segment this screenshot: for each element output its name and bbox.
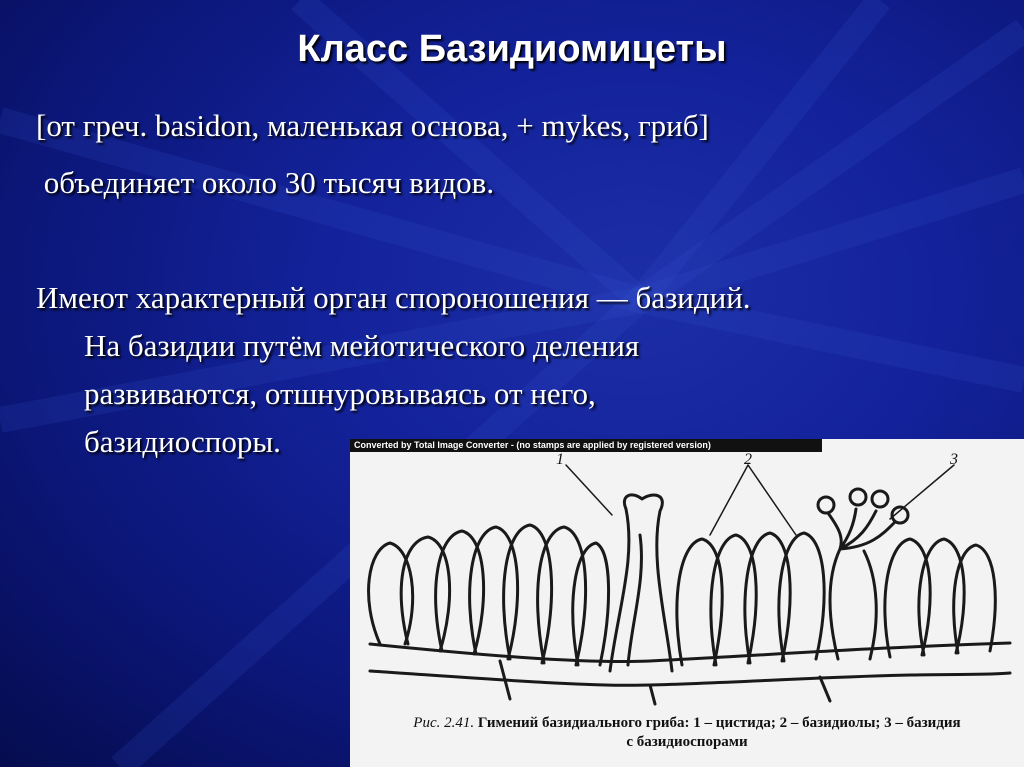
converter-banner: Converted by Total Image Converter - (no stamps are applied by registered version) <box>350 439 822 452</box>
species-count-line: объединяет около 30 тысяч видов. <box>36 165 495 200</box>
label-1: 1 <box>556 451 564 468</box>
figure-caption <box>350 714 1024 752</box>
figure-number: Рис. 2.41. <box>413 715 475 731</box>
paragraph-line-1: Имеют характерный орган спороношения — базидий. <box>36 280 751 315</box>
label-2: 2 <box>744 451 752 468</box>
caption-line-1: Гимений базидиального гриба: 1 – цистида; 2 – базидиолы; 3 – базидия <box>474 715 961 731</box>
paragraph-line-3: развиваются, отшнуровываясь от него, <box>84 376 596 411</box>
hymenium-drawing <box>350 439 1024 714</box>
etymology-line: [от греч. basidon, маленькая основа, + mykes, гриб] <box>36 108 709 143</box>
paragraph-line-2: На базидии путём мейотического деления <box>84 328 640 363</box>
hymenium-figure <box>350 439 1024 767</box>
slide-title: Класс Базидиомицеты <box>297 28 727 70</box>
paragraph-line-4: базидиоспоры. <box>84 424 281 459</box>
caption-line-2: с базидиоспорами <box>626 734 748 750</box>
label-3: 3 <box>950 451 958 468</box>
